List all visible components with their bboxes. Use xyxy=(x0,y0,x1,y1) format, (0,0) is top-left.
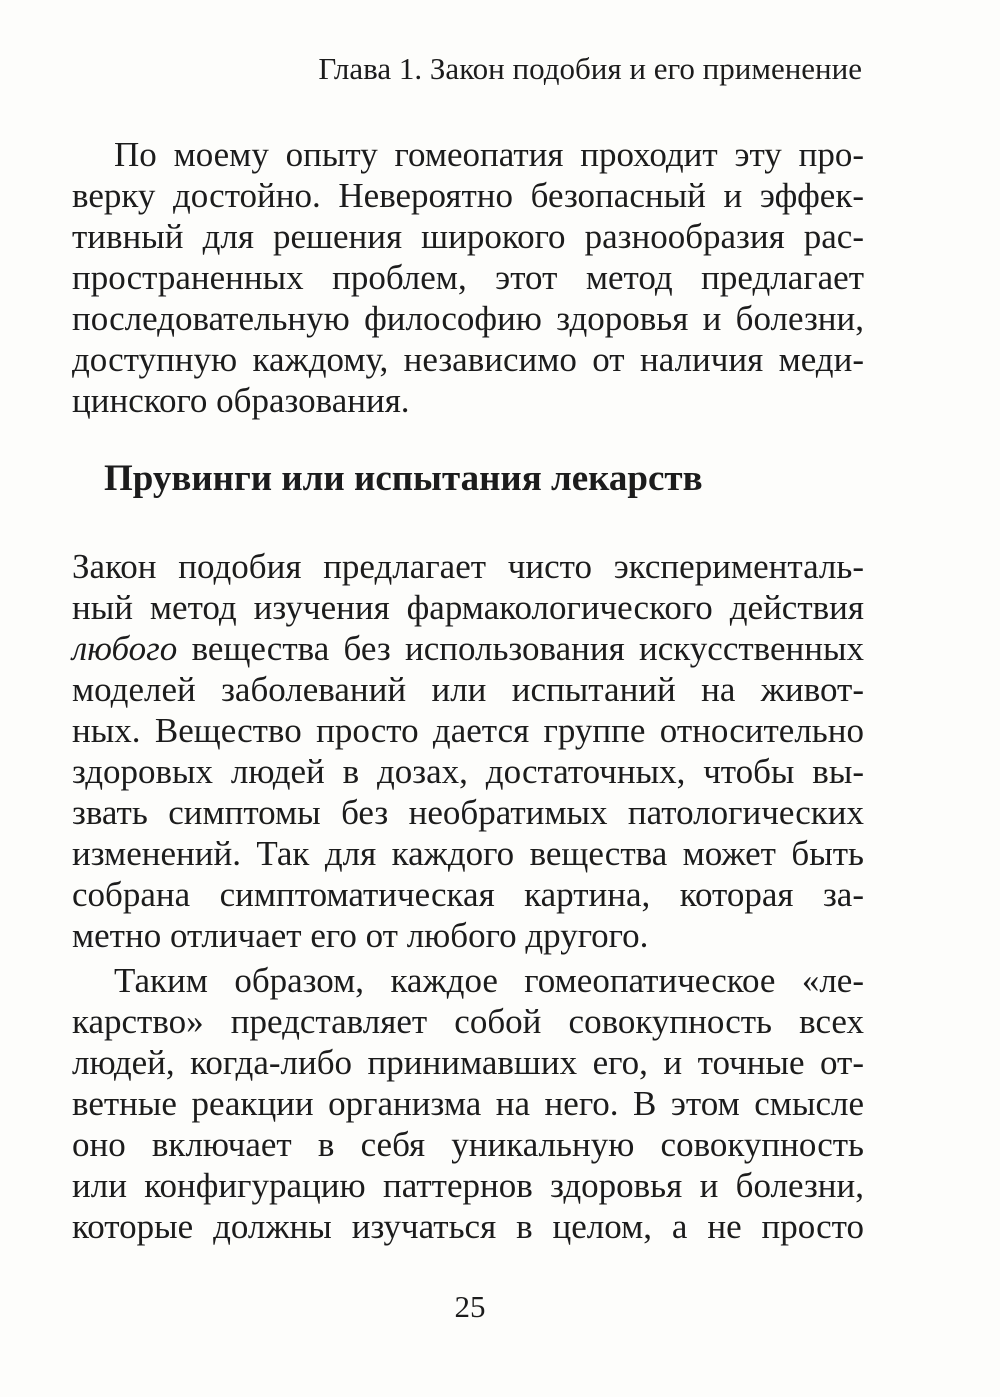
text-line: Таким образом, каждое гомеопатическое «ле- xyxy=(114,961,864,1000)
text-line: последовательную философию здоровья и болезни, xyxy=(72,299,864,338)
text-line: метно отличает его от любого другого. xyxy=(72,916,649,955)
text-line: По моему опыту гомеопатия проходит эту про- xyxy=(114,135,864,174)
text-line: которые должны изучаться в целом, а не просто xyxy=(72,1207,864,1246)
text-line-rest: вещества без использования искусственных xyxy=(177,629,864,668)
text-line: пространенных проблем, этот метод предлагает xyxy=(72,258,864,297)
text-line: доступную каждому, независимо от наличия меди- xyxy=(72,340,864,379)
text-line: тивный для решения широкого разнообразия рас- xyxy=(72,217,864,256)
text-line: Закон подобия предлагает чисто эксперименталь- xyxy=(72,547,864,586)
page-number: 25 xyxy=(454,1289,486,1324)
italic-emphasis: любого xyxy=(72,629,178,668)
text-line: ный метод изучения фармакологического действия xyxy=(72,588,864,627)
text-line: звать симптомы без необратимых патологических xyxy=(72,793,864,832)
text-line: верку достойно. Невероятно безопасный и эффек- xyxy=(72,176,864,215)
text-line: собрана симптоматическая картина, которая за- xyxy=(72,875,864,914)
text-line: цинского образования. xyxy=(72,381,410,420)
text-line: моделей заболеваний или испытаний на живот- xyxy=(72,670,864,709)
text-line xyxy=(72,628,864,669)
text-line: карство» представляет собой совокупность всех xyxy=(72,1002,864,1041)
text-line: ветные реакции организма на него. В этом смысле xyxy=(72,1084,864,1123)
text-line: ных. Вещество просто дается группе относительно xyxy=(72,711,864,750)
text-line: здоровых людей в дозах, достаточных, чтобы вы- xyxy=(72,752,864,791)
text-line: людей, когда-либо принимавших его, и точные от- xyxy=(72,1043,864,1082)
running-header: Глава 1. Закон подобия и его применение xyxy=(318,51,862,86)
section-heading: Прувинги или испытания лекарств xyxy=(104,458,703,499)
text-line: оно включает в себя уникальную совокупность xyxy=(72,1125,864,1164)
text-line: или конфигурацию паттернов здоровья и болезни, xyxy=(72,1166,864,1205)
text-line: изменений. Так для каждого вещества может быть xyxy=(72,834,864,873)
